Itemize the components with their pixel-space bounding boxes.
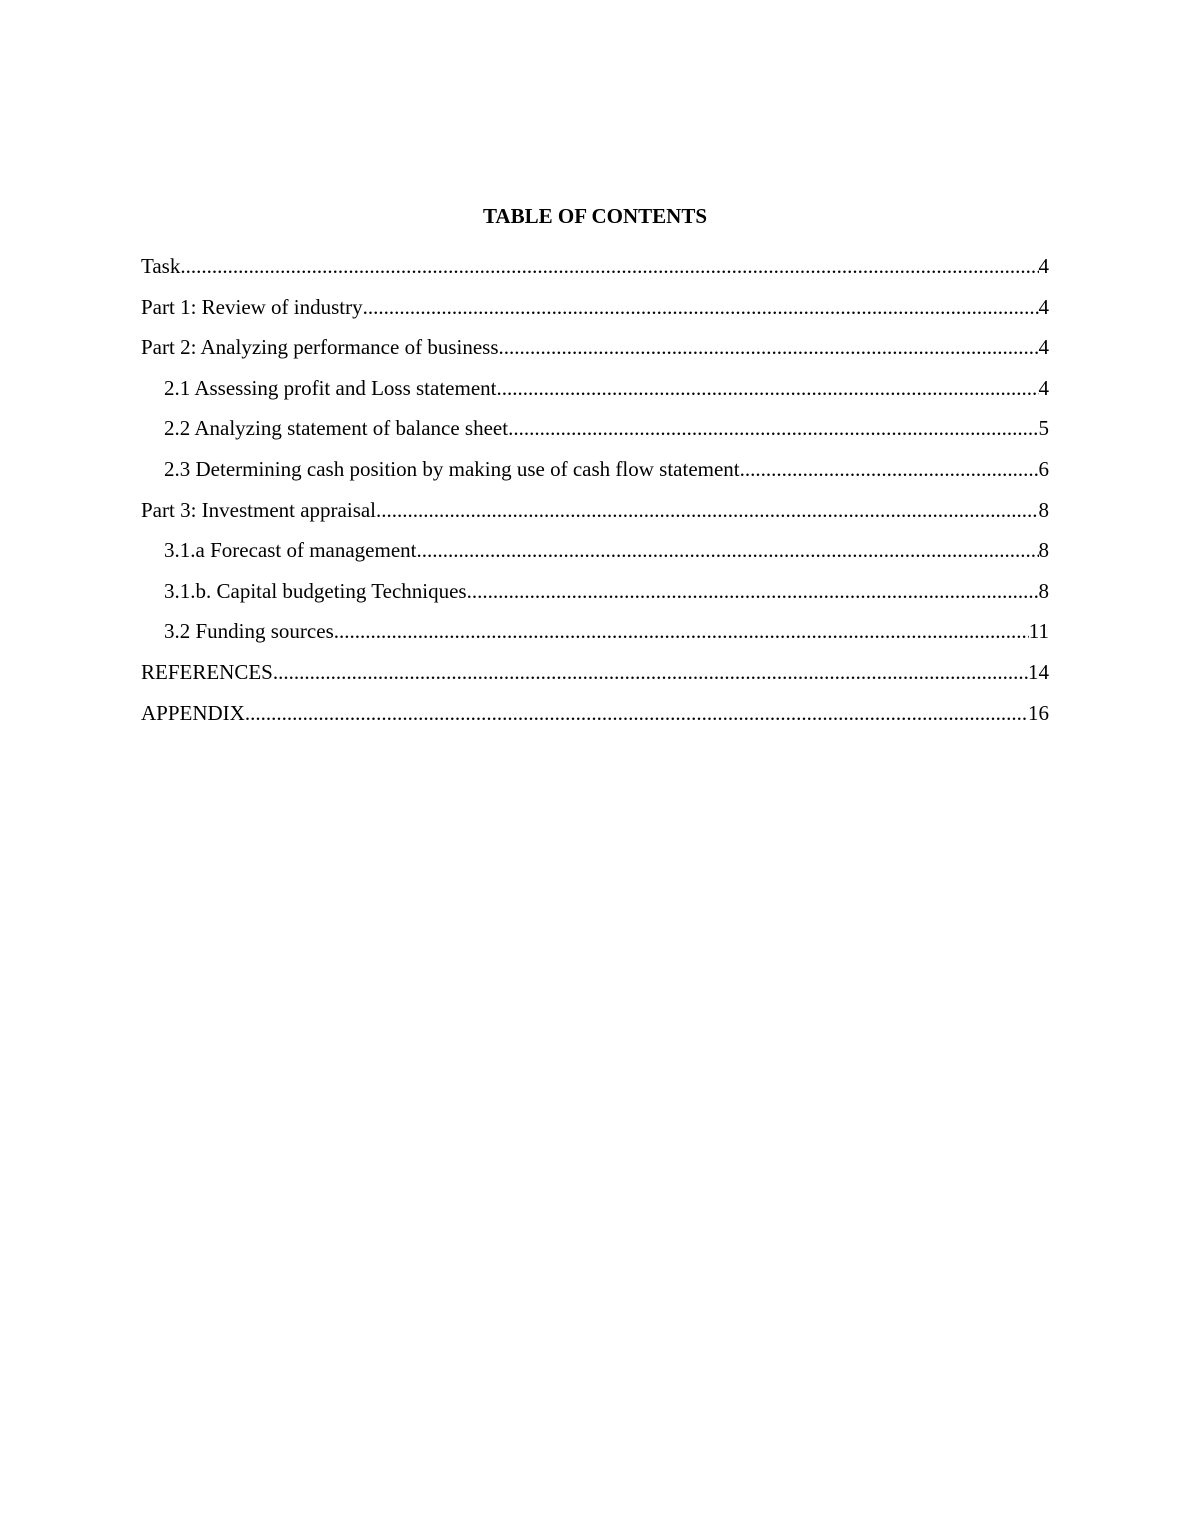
toc-entry-label: Part 3: Investment appraisal — [141, 497, 377, 522]
toc-entry-label: 2.2 Analyzing statement of balance sheet — [164, 416, 509, 441]
toc-entry-3-1-b[interactable] — [141, 577, 1049, 618]
toc-entry-page: 4 — [1038, 254, 1049, 278]
dot-leader — [376, 496, 1038, 524]
toc-entry-page: 8 — [1038, 497, 1049, 522]
dot-leader — [245, 699, 1028, 727]
dot-leader — [334, 617, 1029, 645]
dot-leader — [508, 414, 1038, 442]
toc-entry-label: 2.1 Assessing profit and Loss statement — [164, 375, 497, 400]
toc-entry-page: 8 — [1038, 538, 1049, 563]
dot-leader — [496, 374, 1038, 402]
toc-heading: TABLE OF CONTENTS — [482, 204, 708, 228]
toc-entry-2-1[interactable] — [141, 374, 1049, 415]
toc-entry-label: 3.1.a Forecast of management — [164, 538, 417, 563]
toc-entry-references[interactable] — [141, 658, 1049, 699]
toc-entry-page: 4 — [1038, 335, 1049, 360]
toc-entry-3-2[interactable] — [141, 617, 1049, 658]
toc-entry-label: Part 1: Review of industry — [141, 294, 363, 319]
toc-entry-page: 14 — [1028, 659, 1049, 684]
toc-entry-label: Part 2: Analyzing performance of business — [141, 335, 499, 360]
toc-entry-part-3[interactable] — [141, 496, 1049, 537]
toc-entry-task[interactable] — [141, 252, 1049, 293]
toc-entry-part-1[interactable] — [141, 293, 1049, 334]
toc-entry-2-2[interactable] — [141, 414, 1049, 455]
toc-entry-page: 8 — [1038, 578, 1049, 603]
toc-entry-label: APPENDIX — [141, 700, 245, 725]
dot-leader — [180, 252, 1038, 280]
toc-entry-page: 4 — [1038, 294, 1049, 319]
toc-entry-label: Task — [141, 254, 181, 278]
toc-entry-page: 11 — [1028, 619, 1049, 644]
toc-entry-label: 3.2 Funding sources — [164, 619, 334, 644]
dot-leader — [467, 577, 1039, 605]
toc-entry-appendix[interactable] — [141, 699, 1049, 740]
toc-list — [141, 252, 1049, 739]
dot-leader — [417, 536, 1039, 564]
toc-entry-page: 6 — [1038, 456, 1049, 481]
toc-entry-label: REFERENCES — [141, 659, 273, 684]
dot-leader — [363, 293, 1039, 321]
toc-entry-part-2[interactable] — [141, 333, 1049, 374]
toc-entry-label: 3.1.b. Capital budgeting Techniques — [164, 578, 467, 603]
toc-entry-3-1-a[interactable] — [141, 536, 1049, 577]
toc-entry-2-3[interactable] — [141, 455, 1049, 496]
toc-entry-page: 5 — [1038, 416, 1049, 441]
dot-leader — [273, 658, 1028, 686]
dot-leader — [499, 333, 1039, 361]
toc-entry-page: 4 — [1038, 375, 1049, 400]
toc-entry-label: 2.3 Determining cash position by making use of cash flow statement — [164, 456, 740, 481]
toc-entry-page: 16 — [1028, 700, 1049, 725]
dot-leader — [740, 455, 1039, 483]
